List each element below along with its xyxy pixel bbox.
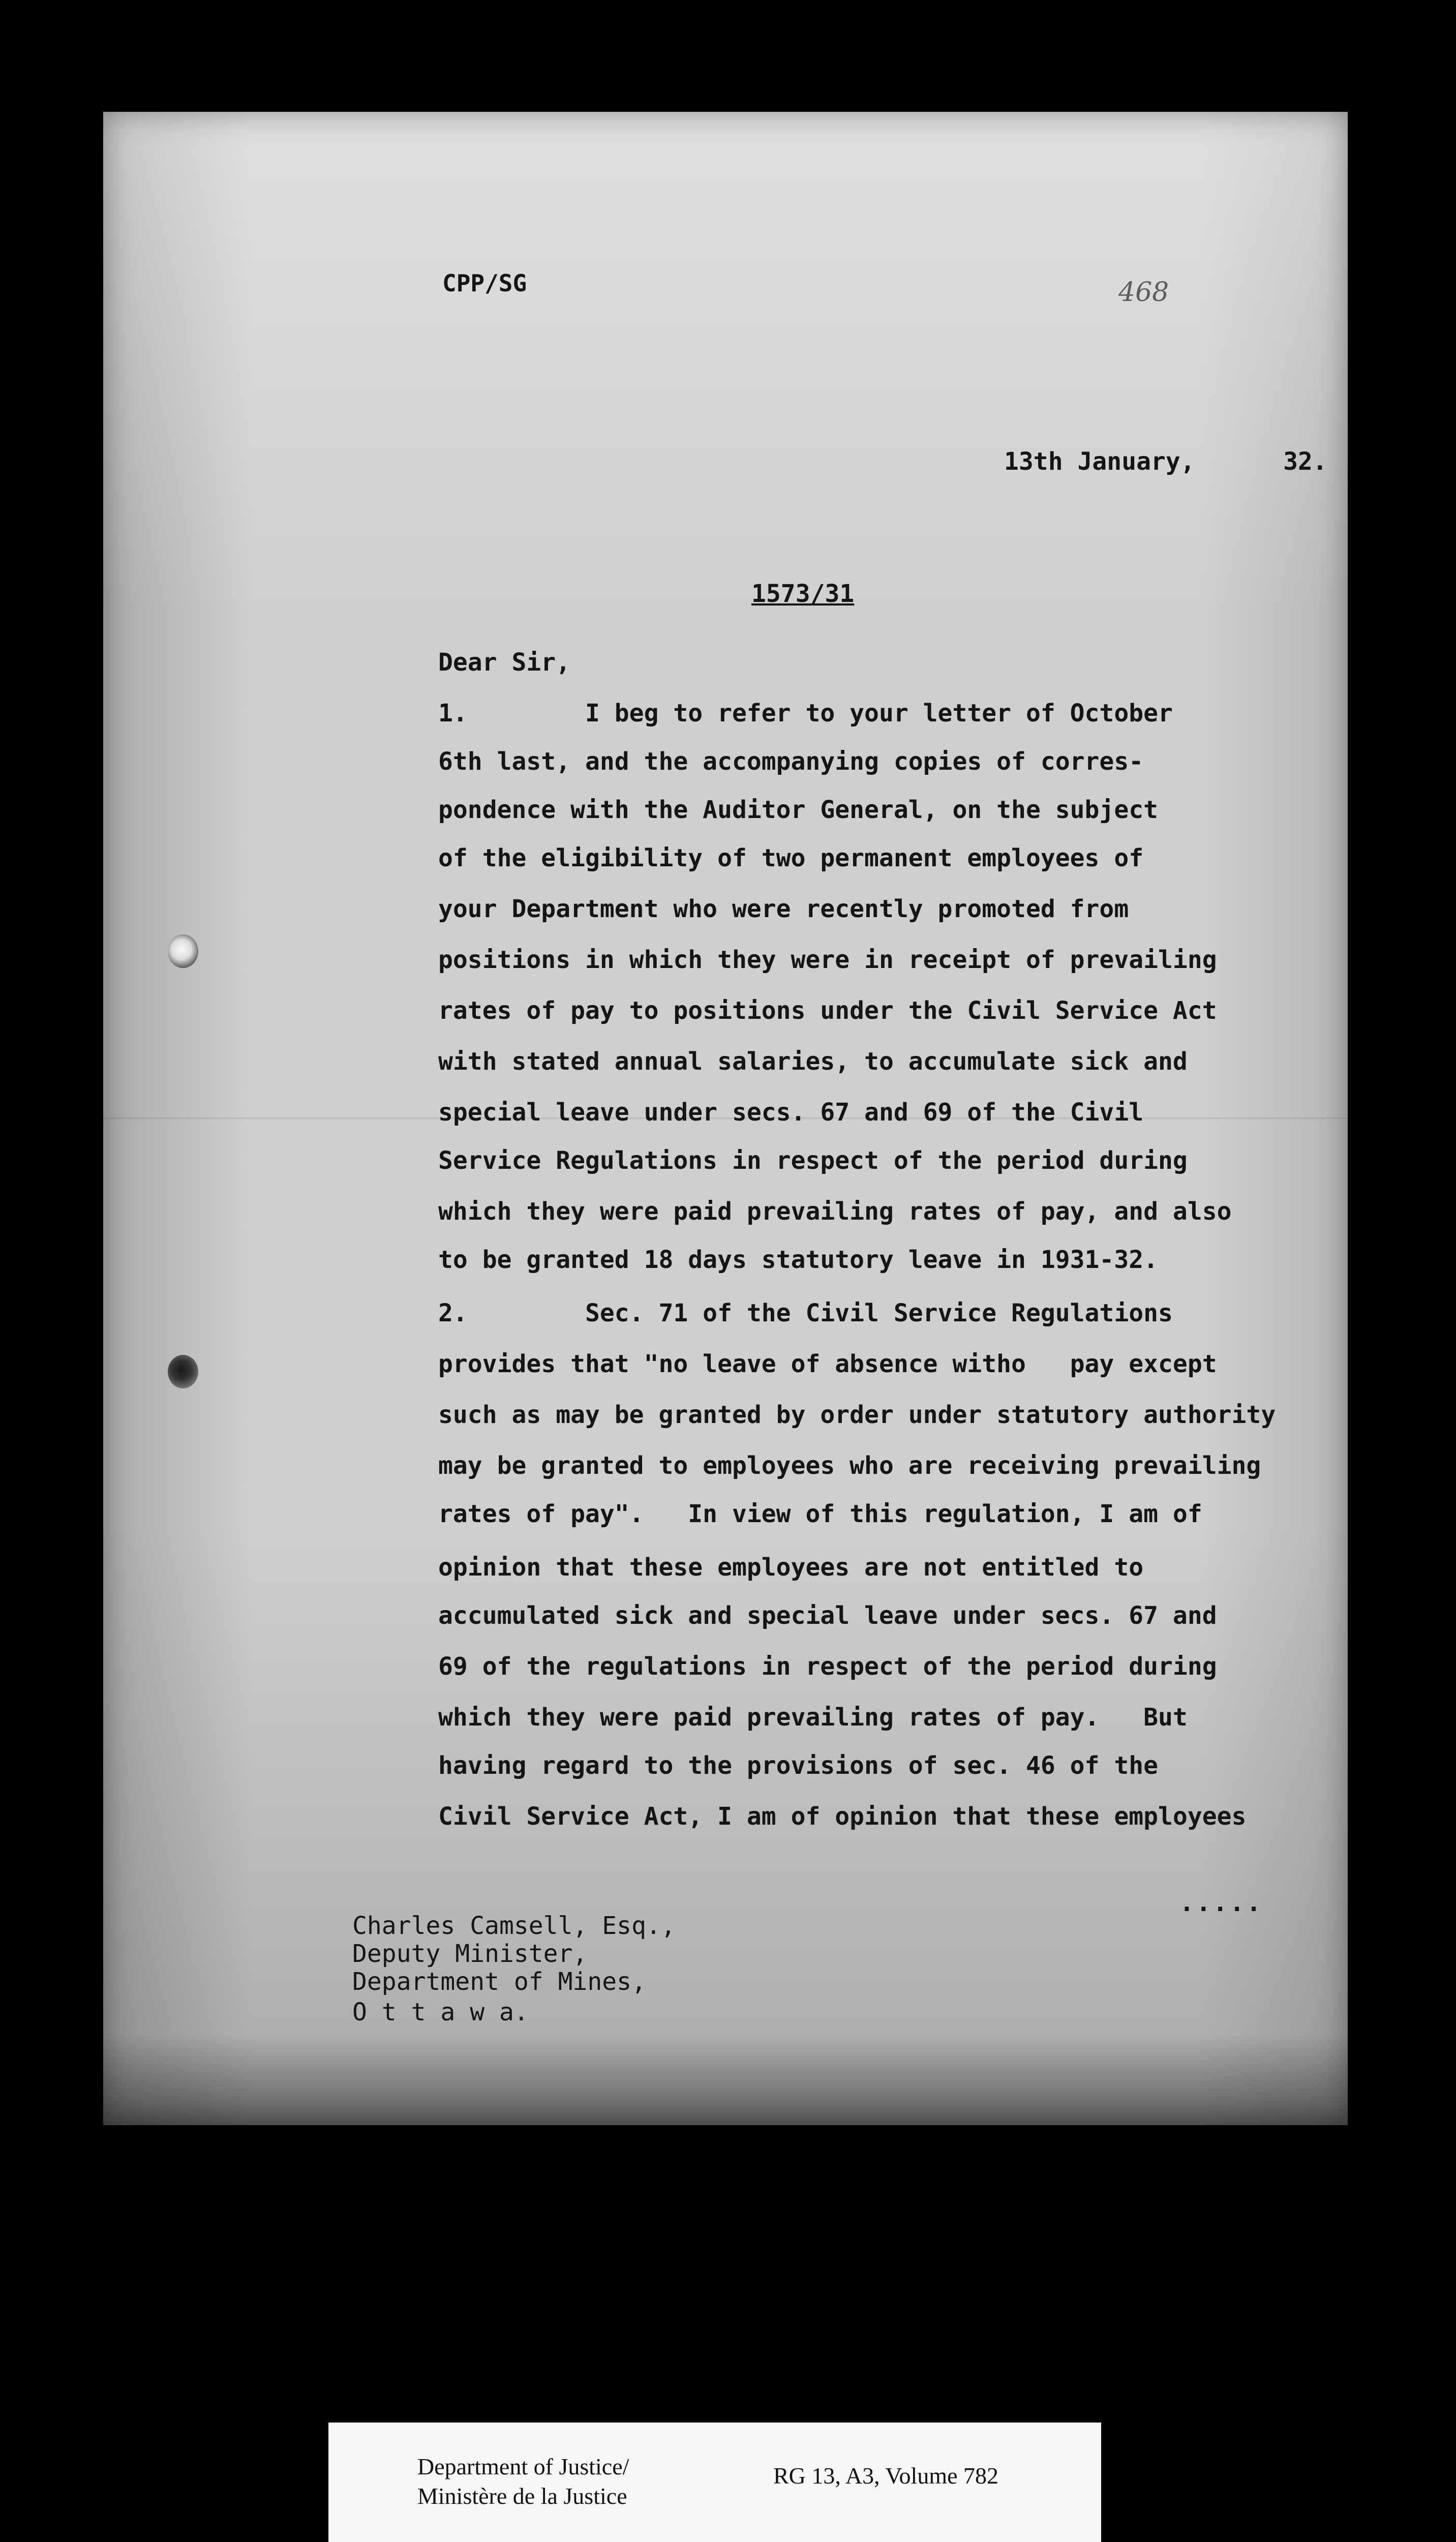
addressee-line: O t t a w a.: [352, 1998, 529, 2026]
file-number: 1573/31: [751, 580, 855, 608]
body-line: with stated annual salaries, to accumulate sick and: [438, 1047, 1188, 1076]
page-shadow: [103, 2034, 1348, 2125]
body-line: pondence with the Auditor General, on the subject: [438, 796, 1159, 824]
archive-reference: RG 13, A3, Volume 782: [773, 2463, 999, 2489]
body-line: which they were paid prevailing rates of pay. But: [438, 1703, 1188, 1732]
department-fr: Ministère de la Justice: [417, 2483, 627, 2509]
body-line: provides that "no leave of absence witho pay except: [438, 1350, 1217, 1378]
body-line: such as may be granted by order under statutory authority: [438, 1401, 1276, 1429]
body-line: opinion that these employees are not entitled to: [438, 1553, 1144, 1582]
body-line: special leave under secs. 67 and 69 of the Civil: [438, 1098, 1144, 1127]
archive-label-card: [328, 2423, 1101, 2542]
addressee-line: Deputy Minister,: [352, 1940, 588, 1968]
body-line: may be granted to employees who are receiving prevailing: [438, 1451, 1261, 1480]
addressee-line: Department of Mines,: [352, 1968, 646, 1996]
body-line: of the eligibility of two permanent employees of: [438, 844, 1144, 872]
body-line: 1. I beg to refer to your letter of October: [438, 699, 1173, 728]
body-line: positions in which they were in receipt of prevailing: [438, 946, 1217, 974]
folio-number: 468: [1118, 277, 1169, 308]
salutation: Dear Sir,: [438, 648, 571, 677]
body-line: 2. Sec. 71 of the Civil Service Regulations: [438, 1299, 1173, 1327]
body-line: 6th last, and the accompanying copies of corres-: [438, 747, 1144, 776]
punch-hole-icon: [168, 934, 198, 968]
body-line: accumulated sick and special leave under secs. 67 and: [438, 1601, 1217, 1630]
body-line: Service Regulations in respect of the period during: [438, 1146, 1188, 1175]
punch-hole-icon: [168, 1355, 198, 1388]
letter-date: 13th January, 32.: [1004, 447, 1327, 476]
department-en: Department of Justice/: [417, 2454, 629, 2479]
letter-reference: CPP/SG: [442, 269, 527, 297]
addressee-line: Charles Camsell, Esq.,: [352, 1912, 676, 1940]
continuation-mark: .....: [1179, 1889, 1263, 1917]
body-line: your Department who were recently promoted from: [438, 895, 1129, 923]
body-line: rates of pay". In view of this regulation, I am of: [438, 1500, 1202, 1528]
body-line: 69 of the regulations in respect of the period during: [438, 1652, 1217, 1681]
body-line: which they were paid prevailing rates of pay, and also: [438, 1197, 1232, 1226]
body-line: Civil Service Act, I am of opinion that these employees: [438, 1802, 1247, 1831]
body-line: to be granted 18 days statutory leave in 1931-32.: [438, 1246, 1159, 1274]
body-line: having regard to the provisions of sec. 46 of the: [438, 1751, 1159, 1780]
body-line: rates of pay to positions under the Civil Service Act: [438, 996, 1217, 1025]
